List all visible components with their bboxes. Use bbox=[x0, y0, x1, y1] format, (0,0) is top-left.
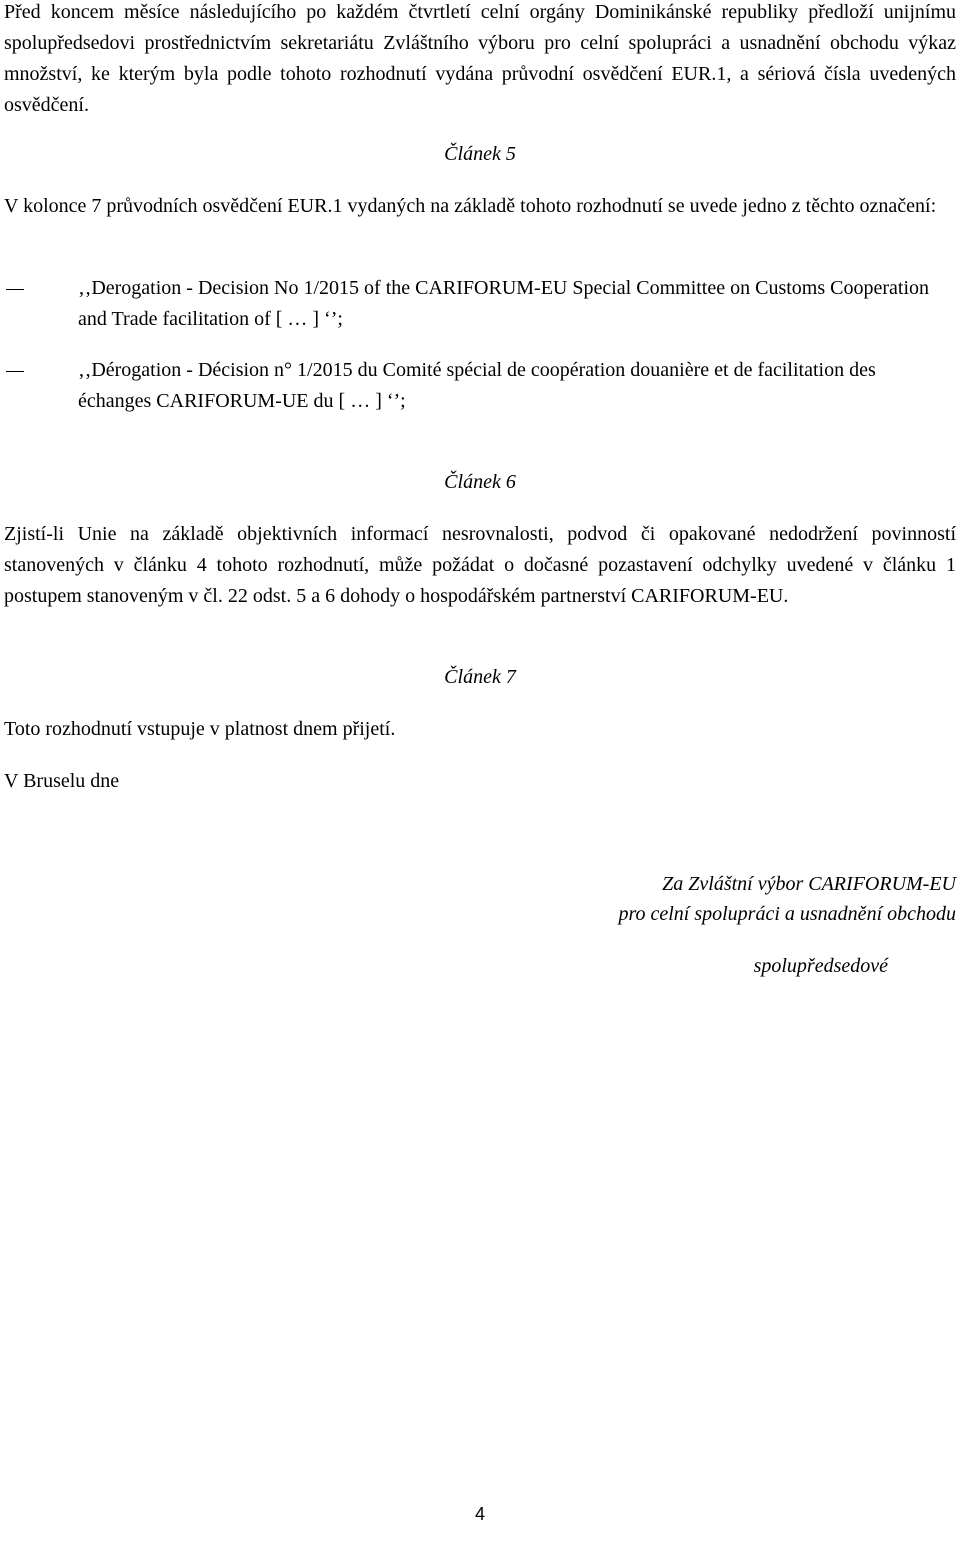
article-7-text: Toto rozhodnutí vstupuje v platnost dnem přijetí. bbox=[4, 718, 396, 740]
page-number: 4 bbox=[474, 1504, 485, 1524]
article-5-heading: Článek 5 bbox=[444, 143, 516, 165]
article-5-item-text: ‚‚Derogation - Decision No 1/2015 of the CARIFORUM-EU Special Committee on Customs Cooperation and Trade facilitation of [ … ] ‘’; bbox=[78, 277, 930, 330]
article-5-text: V kolonce 7 průvodních osvědčení EUR.1 vydaných na základě tohoto rozhodnutí se uvede jedno z těchto označení: bbox=[4, 195, 937, 217]
signature-line-3: spolupředsedové bbox=[753, 955, 888, 977]
article-5-item-text: ‚‚Dérogation - Décision n° 1/2015 du Comité spécial de coopération douanière et de facilitation des échanges CARIFORUM-UE du [ … ] ‘’; bbox=[78, 359, 876, 412]
article-7-heading: Článek 7 bbox=[444, 666, 516, 688]
article-6-text: Zjistí-li Unie na základě objektivních informací nesrovnalosti, podvod či opakované nedodržení povinností stanovených v článku 4 tohoto rozhodnutí, může požádat o dočasné pozastavení odchylky uvedené v článku 1 postupem stanoveným v čl. 22 odst. 5 a 6 dohody o hospodářském partnerství CARIFORUM-EU. bbox=[4, 523, 956, 607]
intro-paragraph: Před koncem měsíce následujícího po každém čtvrtletí celní orgány Dominikánské republiky předloží unijnímu spolupředsedovi prostřednictvím sekretariátu Zvláštního výboru pro celní spolupráci a usnadnění obchodu výkaz množství, ke kterým byla podle tohoto rozhodnutí vydána průvodní osvědčení EUR.1, a sériová čísla uvedených osvědčení. bbox=[4, 1, 956, 116]
signature-line-1: Za Zvláštní výbor CARIFORUM-EU bbox=[662, 873, 956, 895]
signature-line-2: pro celní spolupráci a usnadnění obchodu bbox=[618, 903, 956, 925]
place-date-line: V Bruselu dne bbox=[4, 770, 120, 792]
article-6-heading: Článek 6 bbox=[444, 471, 516, 493]
